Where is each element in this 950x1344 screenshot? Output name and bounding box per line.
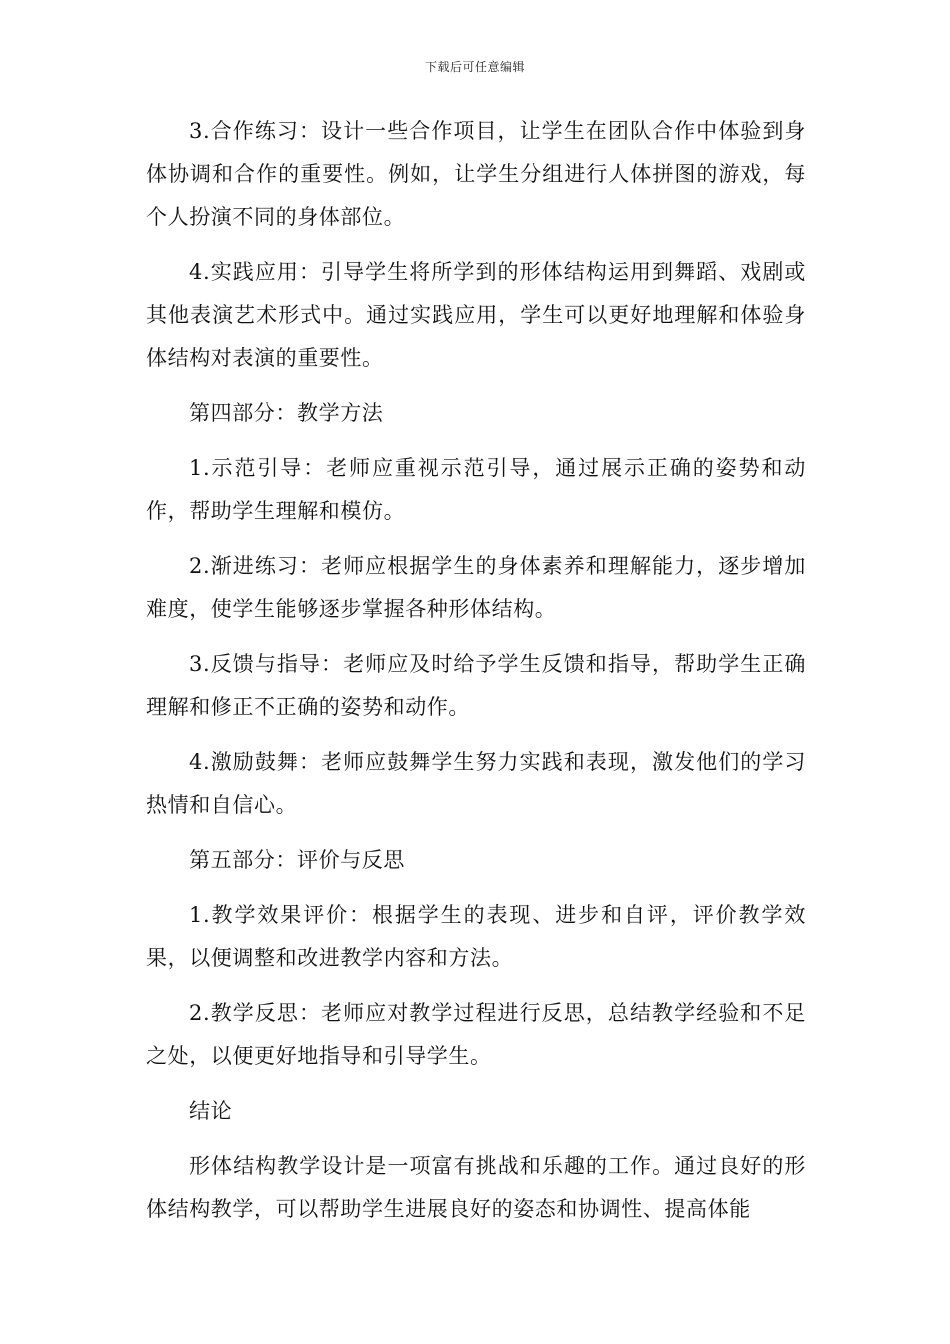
document-body: [146, 110, 806, 1243]
paragraph-effect-evaluation: 1.教学效果评价：根据学生的表现、进步和自评，评价教学效果，以便调整和改进教学内容和方法。: [146, 903, 806, 970]
section-heading-conclusion: 结论: [189, 1099, 233, 1123]
paragraph-progressive-practice: 2.渐进练习：老师应根据学生的身体素养和理解能力，逐步增加难度，使学生能够逐步掌握各种形体结构。: [146, 554, 806, 621]
paragraph-cooperation-practice: 3.合作练习：设计一些合作项目，让学生在团队合作中体验到身体协调和合作的重要性。例如，让学生分组进行人体拼图的游戏，每个人扮演不同的身体部位。: [146, 119, 806, 229]
paragraph-conclusion: 形体结构教学设计是一项富有挑战和乐趣的工作。通过良好的形体结构教学，可以帮助学生进展良好的姿态和协调性、提高体能: [146, 1154, 806, 1221]
section-heading-teaching-methods: 第四部分：教学方法: [189, 401, 384, 425]
paragraph-practical-application: 4.实践应用：引导学生将所学到的形体结构运用到舞蹈、戏剧或其他表演艺术形式中。通过实践应用，学生可以更好地理解和体验身体结构对表演的重要性。: [146, 260, 806, 370]
page-header: 下载后可任意编辑: [424, 60, 525, 74]
paragraph-demonstration: 1.示范引导：老师应重视示范引导，通过展示正确的姿势和动作，帮助学生理解和模仿。: [146, 456, 806, 523]
paragraph-feedback: 3.反馈与指导：老师应及时给予学生反馈和指导，帮助学生正确理解和修正不正确的姿势和动作。: [146, 652, 806, 719]
section-heading-evaluation: 第五部分：评价与反思: [189, 848, 405, 872]
paragraph-encouragement: 4.激励鼓舞：老师应鼓舞学生努力实践和表现，激发他们的学习热情和自信心。: [146, 750, 806, 817]
paragraph-reflection: 2.教学反思：老师应对教学过程进行反思，总结教学经验和不足之处，以便更好地指导和引导学生。: [146, 1001, 806, 1068]
